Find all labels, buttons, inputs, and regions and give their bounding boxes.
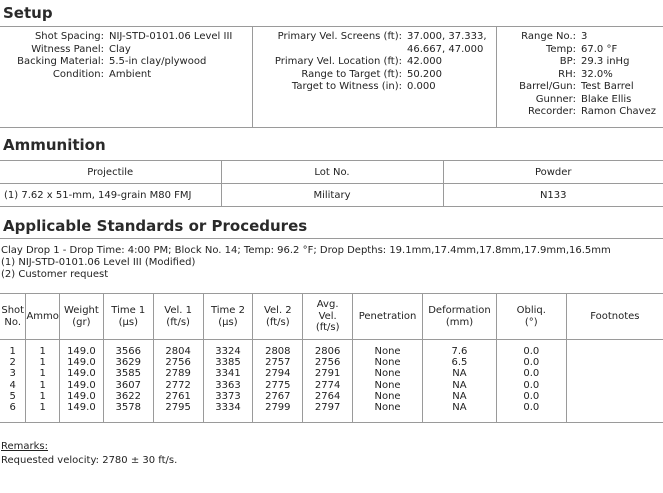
penetration-header: Penetration — [353, 294, 423, 340]
deformation-cell: NA — [423, 391, 497, 402]
time-1-cell: 3566 — [103, 340, 153, 358]
setup-field-label: BP: — [559, 56, 576, 67]
setup-field-value: Test Barrel — [581, 81, 634, 92]
setup-field-row — [496, 81, 663, 94]
setup-field-value: 32.0% — [581, 68, 613, 80]
weight-cell: 149.0 — [59, 368, 103, 379]
avg-vel-cell: 2764 — [303, 391, 353, 402]
projectile-cell: (1) 7.62 x 51-mm, 149-grain M80 FMJ — [0, 184, 221, 207]
setup-heading: Setup — [3, 4, 53, 22]
table-row — [0, 380, 663, 391]
table-row — [0, 391, 663, 402]
avg-vel-cell: 2791 — [303, 368, 353, 379]
setup-field-row — [0, 44, 252, 57]
time-1-cell: 3629 — [103, 357, 153, 368]
shot-no-cell: 1 — [0, 340, 26, 358]
remarks-text: Requested velocity: 2780 ± 30 ft/s. — [1, 455, 178, 466]
deformation-cell: NA — [423, 380, 497, 391]
vel-1-cell: 2761 — [153, 391, 203, 402]
setup-field-value: 3 — [581, 31, 588, 42]
weight-cell: 149.0 — [59, 380, 103, 391]
setup-field-row — [496, 56, 663, 69]
vel-2-cell: 2775 — [253, 380, 303, 391]
vel-1-cell: 2804 — [153, 340, 203, 358]
table-row — [0, 368, 663, 379]
obliquity-cell: 0.0 — [496, 340, 566, 358]
setup-field-row — [252, 56, 496, 69]
table-row — [0, 402, 663, 423]
obliquity-cell: 0.0 — [496, 402, 566, 423]
time-1-cell: 3578 — [103, 402, 153, 423]
setup-field-row — [252, 69, 496, 82]
setup-field-row — [252, 81, 496, 94]
time-2-cell: 3324 — [203, 340, 253, 358]
weight-cell: 149.0 — [59, 402, 103, 423]
penetration-cell: None — [353, 402, 423, 423]
footnotes-cell — [566, 340, 663, 358]
standard-reference-2: (2) Customer request — [1, 269, 109, 280]
setup-field-label: Range to Target (ft): — [301, 68, 402, 80]
setup-field-label — [252, 44, 402, 57]
ammunition-table — [0, 160, 663, 207]
time-1-header: Time 1 (µs) — [103, 294, 153, 340]
setup-field-row — [496, 44, 663, 57]
setup-field-label: Gunner: — [535, 93, 576, 105]
deformation-cell: NA — [423, 368, 497, 379]
vel-1-cell: 2772 — [153, 380, 203, 391]
setup-field-value: 42.000 — [407, 56, 442, 67]
ammo-cell: 1 — [26, 402, 59, 423]
setup-field-value: 67.0 °F — [581, 43, 618, 55]
setup-field-label: Primary Vel. Location (ft): — [274, 56, 402, 67]
vel-2-cell: 2808 — [253, 340, 303, 358]
time-2-cell: 3385 — [203, 357, 253, 368]
footnotes-cell — [566, 391, 663, 402]
shot-no-cell: 4 — [0, 380, 26, 391]
powder-header: Powder — [443, 161, 663, 184]
setup-field-value: Clay — [109, 43, 131, 55]
setup-field-value: 37.000, 37.333, — [407, 31, 487, 42]
setup-field-row — [496, 106, 663, 119]
vel-2-header: Vel. 2 (ft/s) — [253, 294, 303, 340]
deformation-cell: 7.6 — [423, 340, 497, 358]
time-2-cell: 3373 — [203, 391, 253, 402]
setup-field-row — [0, 31, 252, 44]
setup-field-row — [496, 69, 663, 82]
lot-header: Lot No. — [221, 161, 443, 184]
shot-no-cell: 3 — [0, 368, 26, 379]
setup-field-value: Ramon Chavez — [581, 106, 656, 117]
vel-1-cell: 2756 — [153, 357, 203, 368]
obliquity-cell: 0.0 — [496, 380, 566, 391]
table-row — [0, 340, 663, 358]
weight-cell: 149.0 — [59, 391, 103, 402]
shot-no-header: Shot No. — [0, 294, 26, 340]
projectile-header: Projectile — [0, 161, 221, 184]
remarks-heading: Remarks: — [1, 441, 49, 452]
setup-panel — [0, 26, 663, 128]
ammo-cell: 1 — [26, 368, 59, 379]
footnotes-cell — [566, 357, 663, 368]
vel-2-cell: 2757 — [253, 357, 303, 368]
footnotes-cell — [566, 380, 663, 391]
time-1-cell: 3607 — [103, 380, 153, 391]
avg-vel-header: Avg. Vel. (ft/s) — [303, 294, 353, 340]
setup-field-label: Range No.: — [521, 31, 576, 42]
time-2-header: Time 2 (µs) — [203, 294, 253, 340]
avg-vel-cell: 2797 — [303, 402, 353, 423]
setup-field-row — [252, 44, 496, 57]
time-2-cell: 3341 — [203, 368, 253, 379]
time-2-cell: 3363 — [203, 380, 253, 391]
deformation-header: Deformation (mm) — [423, 294, 497, 340]
vel-2-cell: 2767 — [253, 391, 303, 402]
lot-cell: Military — [221, 184, 443, 207]
setup-field-row — [252, 31, 496, 44]
vel-1-cell: 2795 — [153, 402, 203, 423]
standards-heading: Applicable Standards or Procedures — [3, 217, 308, 235]
setup-field-label: Shot Spacing: — [34, 31, 104, 42]
obliquity-cell: 0.0 — [496, 357, 566, 368]
ammo-cell: 1 — [26, 340, 59, 358]
penetration-cell: None — [353, 380, 423, 391]
powder-cell: N133 — [443, 184, 663, 207]
setup-field-row — [0, 69, 252, 82]
clay-drop-line: Clay Drop 1 - Drop Time: 4:00 PM; Block No. 14; Temp: 96.2 °F; Drop Depths: 19.1mm,17.4mm,17.8mm,17.9mm,16.5mm — [1, 245, 611, 256]
shot-no-cell: 6 — [0, 402, 26, 423]
deformation-cell: 6.5 — [423, 357, 497, 368]
avg-vel-cell: 2806 — [303, 340, 353, 358]
footnotes-cell — [566, 402, 663, 423]
setup-field-label: Condition: — [52, 68, 104, 80]
time-1-cell: 3585 — [103, 368, 153, 379]
setup-field-label: Recorder: — [527, 106, 576, 117]
footnotes-header: Footnotes — [566, 294, 663, 340]
setup-field-value: Ambient — [109, 68, 152, 80]
setup-field-value: 50.200 — [407, 68, 442, 80]
setup-field-label: Temp: — [545, 43, 576, 55]
setup-field-label: Primary Vel. Screens (ft): — [277, 31, 402, 42]
time-2-cell: 3334 — [203, 402, 253, 423]
setup-field-label: Backing Material: — [17, 56, 104, 67]
setup-column-1 — [0, 31, 252, 81]
ammo-cell: 1 — [26, 357, 59, 368]
setup-field-label: RH: — [558, 68, 576, 80]
weight-cell: 149.0 — [59, 357, 103, 368]
ammunition-heading: Ammunition — [3, 136, 106, 154]
time-1-cell: 3622 — [103, 391, 153, 402]
setup-field-row — [496, 94, 663, 107]
ammo-cell: 1 — [26, 391, 59, 402]
setup-field-row — [0, 56, 252, 69]
table-row — [0, 357, 663, 368]
avg-vel-cell: 2756 — [303, 357, 353, 368]
obliquity-cell: 0.0 — [496, 368, 566, 379]
setup-field-label: Target to Witness (in): — [291, 81, 402, 92]
vel-1-header: Vel. 1 (ft/s) — [153, 294, 203, 340]
setup-field-value: 0.000 — [407, 81, 436, 92]
setup-field-value: 29.3 inHg — [581, 56, 630, 67]
vel-2-cell: 2799 — [253, 402, 303, 423]
standard-reference-1: (1) NIJ-STD-0101.06 Level III (Modified) — [1, 257, 196, 268]
ammo-cell: 1 — [26, 380, 59, 391]
footnotes-cell — [566, 368, 663, 379]
setup-field-value: 5.5-in clay/plywood — [109, 56, 207, 67]
vel-2-cell: 2794 — [253, 368, 303, 379]
setup-field-value: Blake Ellis — [581, 93, 632, 105]
standards-rule — [0, 238, 663, 239]
obliquity-header: Obliq. (°) — [496, 294, 566, 340]
weight-header: Weight (gr) — [59, 294, 103, 340]
penetration-cell: None — [353, 368, 423, 379]
avg-vel-cell: 2774 — [303, 380, 353, 391]
shot-table-body — [0, 340, 663, 423]
setup-field-label: Barrel/Gun: — [519, 81, 576, 92]
setup-field-value: 46.667, 47.000 — [407, 43, 484, 55]
shot-table-header-row — [0, 294, 663, 340]
setup-column-2 — [252, 31, 496, 94]
setup-column-3 — [496, 31, 663, 119]
penetration-cell: None — [353, 391, 423, 402]
deformation-cell: NA — [423, 402, 497, 423]
shot-no-cell: 2 — [0, 357, 26, 368]
weight-cell: 149.0 — [59, 340, 103, 358]
penetration-cell: None — [353, 340, 423, 358]
setup-field-row — [496, 31, 663, 44]
ammo-header: Ammo — [26, 294, 59, 340]
setup-field-label: Witness Panel: — [31, 43, 104, 55]
shot-no-cell: 5 — [0, 391, 26, 402]
setup-field-value: NIJ-STD-0101.06 Level III — [109, 31, 233, 42]
shot-data-table — [0, 293, 663, 423]
penetration-cell: None — [353, 357, 423, 368]
obliquity-cell: 0.0 — [496, 391, 566, 402]
vel-1-cell: 2789 — [153, 368, 203, 379]
